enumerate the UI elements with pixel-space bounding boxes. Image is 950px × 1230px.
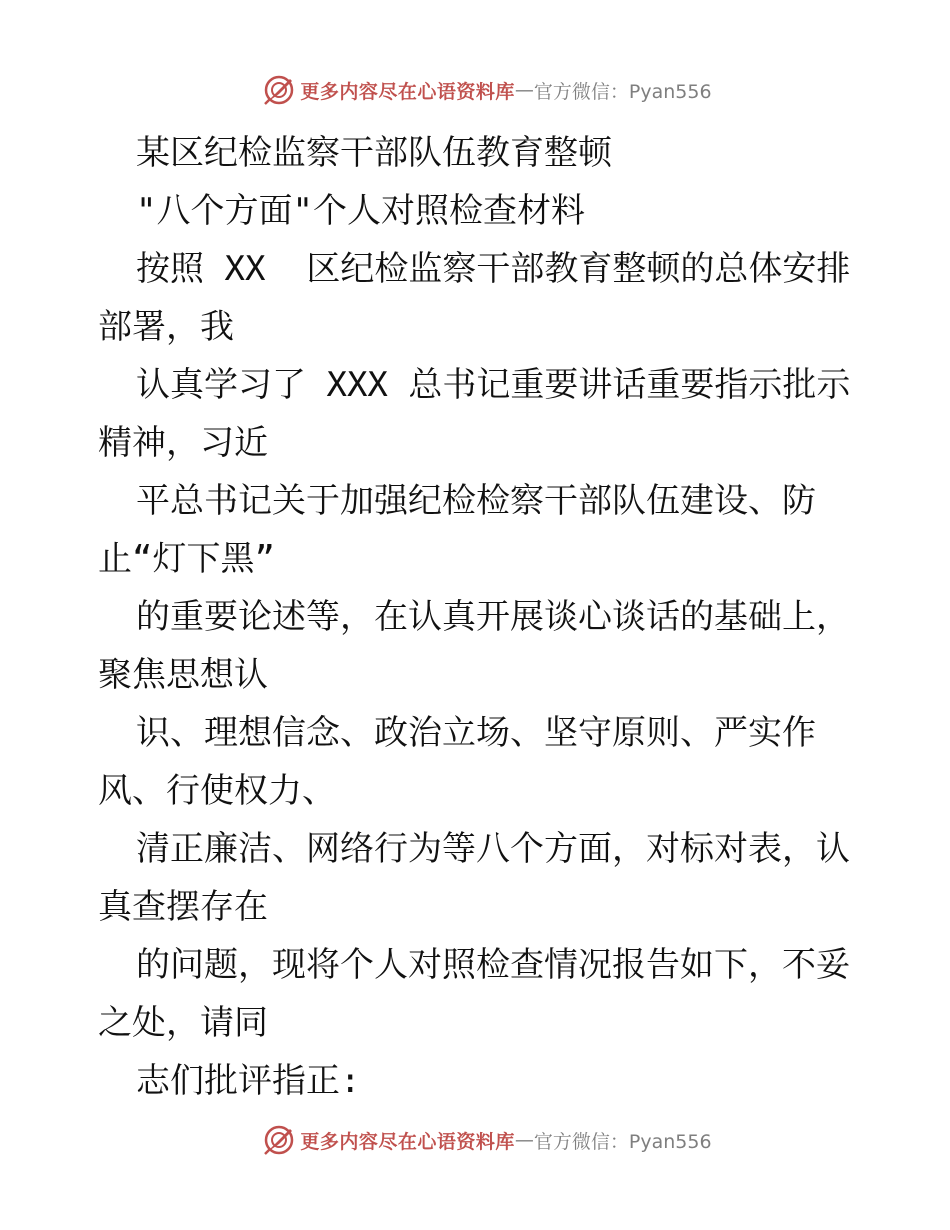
doc-line: 的重要论述等，在认真开展谈心谈话的基础上， <box>136 597 850 637</box>
footer-banner <box>0 1120 950 1160</box>
banner-separator: — <box>514 1129 534 1151</box>
doc-line: 志们批评指正: <box>136 1061 361 1101</box>
header-banner <box>0 70 950 110</box>
pen-nib-logo-icon <box>262 1123 296 1157</box>
doc-line: 认真学习了 XXX 总书记重要讲话重要指示批示 <box>136 365 851 405</box>
pen-nib-logo-icon <box>262 73 296 107</box>
doc-line: 部署，我 <box>98 307 234 347</box>
banner-brand-text: 更多内容尽在心语资料库 <box>300 80 515 103</box>
banner-official-text: 官方微信：Pyan556 <box>533 80 712 103</box>
doc-line: 聚焦思想认 <box>98 655 268 695</box>
banner-official-text: 官方微信：Pyan556 <box>533 1130 712 1153</box>
doc-line: 识、理想信念、政治立场、坚守原则、严实作 <box>136 713 816 753</box>
doc-title: 某区纪检监察干部队伍教育整顿 <box>136 133 612 173</box>
doc-line: 按照 XX 区纪检监察干部教育整顿的总体安排 <box>136 249 851 289</box>
doc-line: 止“灯下黑” <box>98 539 275 579</box>
doc-line: 真查摆存在 <box>98 887 268 927</box>
doc-line: 精神，习近 <box>98 423 268 463</box>
doc-line: 平总书记关于加强纪检检察干部队伍建设、防 <box>136 481 816 521</box>
doc-line: 之处，请同 <box>98 1003 268 1043</box>
banner-separator: — <box>514 79 534 101</box>
doc-line: 的问题，现将个人对照检查情况报告如下，不妥 <box>136 945 850 985</box>
doc-subtitle: "八个方面"个人对照检查材料 <box>136 191 585 231</box>
doc-line: 风、行使权力、 <box>98 771 336 811</box>
banner-brand-text: 更多内容尽在心语资料库 <box>300 1130 515 1153</box>
doc-line: 清正廉洁、网络行为等八个方面，对标对表，认 <box>136 829 850 869</box>
document-body <box>98 124 858 1110</box>
